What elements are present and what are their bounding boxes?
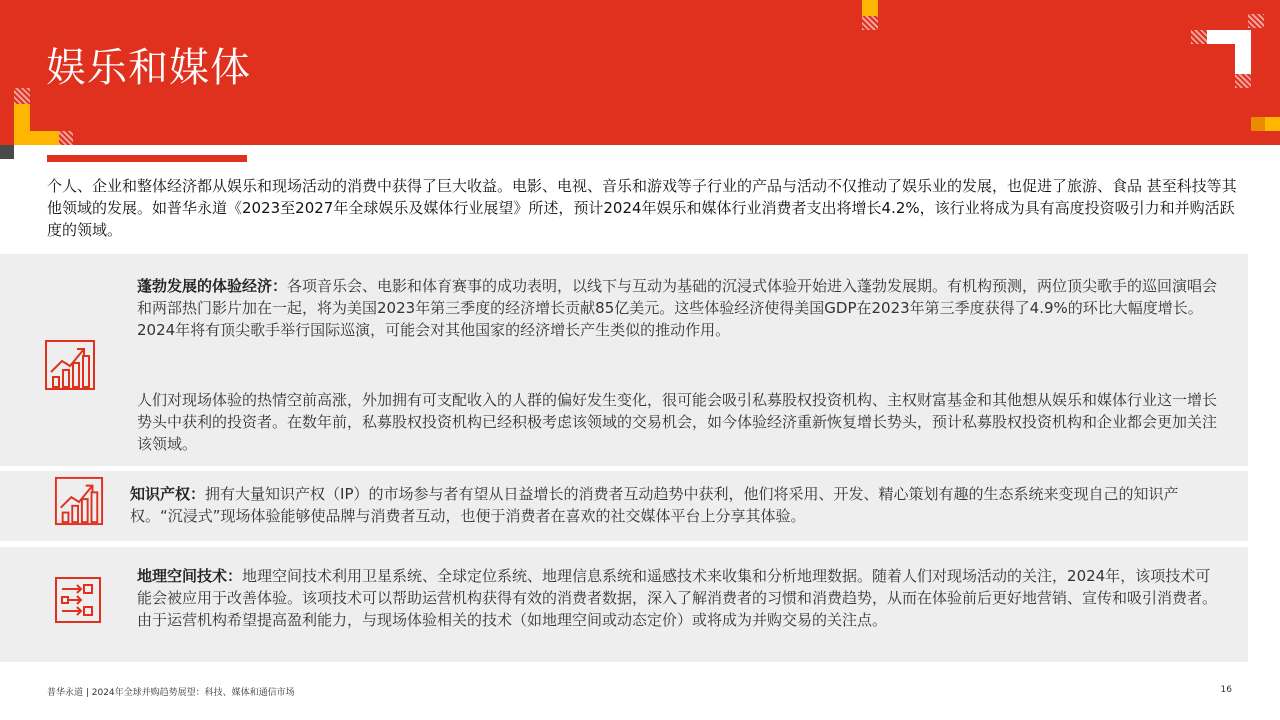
section-text-experience-economy [137,275,1225,341]
section-body: 拥有大量知识产权（IP）的市场参与者有望从日益增长的消费者互动趋势中获利，他们将采用、开发、精心策划有趣的生态系统来变现自己的知识产权。“沉浸式”现场体验能够使品牌与消费者互动，也便于消费者在喜欢的社交媒体平台上分享其体验。 [130,485,1179,525]
deco-hatch-right-corner [1248,14,1264,28]
section-text-ip [130,483,1230,527]
page-title: 娱乐和媒体 [46,45,251,91]
deco-yellow-corner-vertical [14,104,30,131]
section-body: 地理空间技术利用卫星系统、全球定位系统、地理信息系统和遥感技术来收集和分析地理数据。随着人们对现场活动的关注，2024年，该项技术可能会被应用于改善体验。该项技术可以帮助运营机构获得有效的消费者数据，深入了解消费者的习惯和消费趋势，从而在体验前后更好地营销、宣传和吸引消费者。由于运营机构希望提高盈利能力，与现场体验相关的技术（如地理空间或动态定价）或将成为并购交易的关注点。 [137,567,1218,629]
deco-dark-square [0,145,14,159]
deco-hatch-corner [59,131,73,145]
section-text-geospatial [137,565,1225,631]
growth-chart-icon [54,476,104,526]
deco-hatch-top [862,16,878,30]
intro-paragraph: 个人、企业和整体经济都从娱乐和现场活动的消费中获得了巨大收益。电影、电视、音乐和游戏等子行业的产品与活动不仅推动了娱乐业的发展，也促进了旅游、食品 甚至科技等其他领域的发展。如普华永道《2023至2027年全球娱乐及媒体行业展望》所述，预计2024年娱乐和媒体行业消费者支出将增长4.2%，该行业将成为具有高度投资吸引力和并购活跃度的领域。 [47,177,1237,239]
deco-hatch-left [14,88,30,104]
deco-white-t-stem [1235,44,1251,74]
section-heading: 地理空间技术： [137,567,243,585]
section-text-experience-economy-2: 人们对现场体验的热情空前高涨，外加拥有可支配收入的人群的偏好发生变化，很可能会吸引私募股权投资机构、主权财富基金和其他想从娱乐和媒体行业这一增长势头中获利的投资者。在数年前，私募股权投资机构已经积极考虑该领域的交易机会，如今体验经济重新恢复增长势头，预计私募股权投资机构和企业都会更加关注该领域。 [137,391,1218,453]
accent-rule [47,155,247,162]
deco-hatch-right-top [1191,30,1207,44]
deco-yellow-square-right [1265,117,1280,131]
section-body: 各项音乐会、电影和体育赛事的成功表明，以线下与互动为基础的沉浸式体验开始进入蓬勃发展期。有机构预测，两位顶尖歌手的巡回演唱会和两部热门影片加在一起，将为美国2023年第三季度的经济增长贡献85亿美元。这些体验经济使得美国GDP在2023年第三季度获得了4.9%的环比大幅度增长。2024年将有顶尖歌手举行国际巡演，可能会对其他国家的经济增长产生类似的推动作用。 [137,277,1218,339]
section-heading: 知识产权： [130,485,206,503]
growth-chart-icon [44,339,96,391]
deco-yellow-bar-top [862,0,878,16]
section-heading: 蓬勃发展的体验经济： [137,277,288,295]
deco-orange-square [1251,117,1265,131]
page-number: 16 [1220,685,1232,695]
footer-text: 普华永道 | 2024年全球并购趋势展望：科技、媒体和通信市场 [47,688,295,698]
deco-yellow-corner-horizontal [14,131,59,145]
flow-diagram-icon [54,576,102,624]
deco-white-t-bar [1207,30,1251,44]
deco-hatch-right-mid [1235,74,1251,88]
